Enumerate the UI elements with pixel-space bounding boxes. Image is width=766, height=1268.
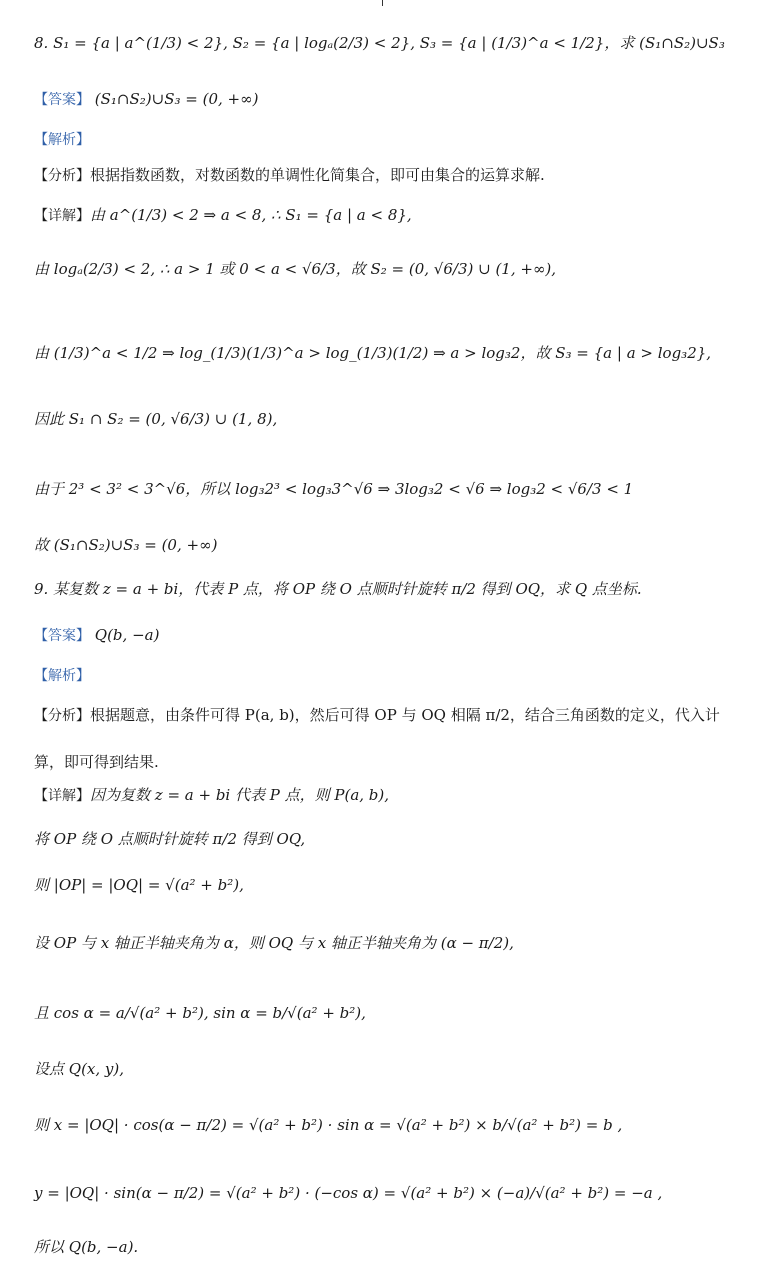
q9-detail-label: 【详解】 (34, 788, 90, 804)
q8-detail-line: 由于 2³ < 3² < 3^√6，所以 log₃2³ < log₃3^√6 ⇒ 3log₃2 < √6 ⇒ log₃2 < √6/3 < 1 (34, 480, 634, 498)
q9-fenxi-label: 【分析】 (34, 708, 90, 724)
q9-detail-line: 将 OP 绕 O 点顺时针旋转 π/2 得到 OQ, (34, 830, 306, 848)
q9-analysis-label: 【解析】 (34, 668, 90, 684)
q9-detail-line: 设点 Q(x, y), (34, 1060, 125, 1078)
q9-answer-row (34, 626, 746, 645)
q9-detail-line: 则 x = |OQ| · cos(α − π/2) = √(a² + b²) · sin α = √(a² + b²) × b/√(a² + b²) = b , (34, 1116, 623, 1134)
q9-detail-line: 因为复数 z = a + bi 代表 P 点，则 P(a, b), (90, 786, 390, 804)
q9-detail-line: 所以 Q(b, −a). (34, 1238, 139, 1256)
q9-answer-label: 【答案】 (34, 628, 90, 644)
q8-question: 8. S₁ = {a | a^(1/3) < 2}, S₂ = {a | logₐ(2/3) < 2}, S₃ = {a | (1/3)^a < 1/2}，求 (S₁∩S₂)∪S₃ (34, 34, 725, 52)
q8-detail-line: 由 a^(1/3) < 2 ⇒ a < 8, ∴ S₁ = {a | a < 8}, (90, 206, 412, 224)
q8-answer-row (34, 90, 746, 109)
q9-detail-line: 且 cos α = a/√(a² + b²), sin α = b/√(a² + b²), (34, 1004, 366, 1022)
q8-fenxi-row (34, 166, 746, 185)
q8-answer-label: 【答案】 (34, 92, 90, 108)
q9-fenxi-text: 根据题意，由条件可得 P(a, b)，然后可得 OP 与 OQ 相隔 π/2，结合三角函数的定义，代入计算，即可得到结果. (34, 706, 720, 771)
q8-detail-line: 故 (S₁∩S₂)∪S₃ = (0, +∞) (34, 536, 218, 554)
q8-detail-line: 由 (1/3)^a < 1/2 ⇒ log_(1/3)(1/3)^a > log_(1/3)(1/2) ⇒ a > log₃2，故 S₃ = {a | a > log₃2}, (34, 344, 712, 362)
page-top-mark (382, 0, 383, 6)
q9-answer: Q(b, −a) (94, 626, 160, 644)
q8-fenxi-label: 【分析】 (34, 168, 90, 184)
q9-question: 9. 某复数 z = a + bi，代表 P 点，将 OP 绕 O 点顺时针旋转 π/2 得到 OQ，求 Q 点坐标. (34, 580, 642, 598)
q8-analysis-label: 【解析】 (34, 132, 90, 148)
q9-fenxi-row (34, 692, 746, 785)
q8-answer: (S₁∩S₂)∪S₃ = (0, +∞) (94, 90, 259, 108)
q9-detail-row (34, 786, 746, 805)
q8-detail-line: 因此 S₁ ∩ S₂ = (0, √6/3) ∪ (1, 8), (34, 410, 278, 428)
q9-detail-line: 设 OP 与 x 轴正半轴夹角为 α，则 OQ 与 x 轴正半轴夹角为 (α − π/2), (34, 934, 514, 952)
q8-fenxi-text: 根据指数函数，对数函数的单调性化简集合，即可由集合的运算求解. (90, 166, 545, 184)
q8-detail-line: 由 logₐ(2/3) < 2, ∴ a > 1 或 0 < a < √6/3，故 S₂ = (0, √6/3) ∪ (1, +∞), (34, 260, 557, 278)
q8-detail-row (34, 206, 746, 225)
q9-detail-line: y = |OQ| · sin(α − π/2) = √(a² + b²) · (−cos α) = √(a² + b²) × (−a)/√(a² + b²) = −a , (34, 1184, 663, 1202)
q8-detail-label: 【详解】 (34, 208, 90, 224)
q9-detail-line: 则 |OP| = |OQ| = √(a² + b²), (34, 876, 244, 894)
